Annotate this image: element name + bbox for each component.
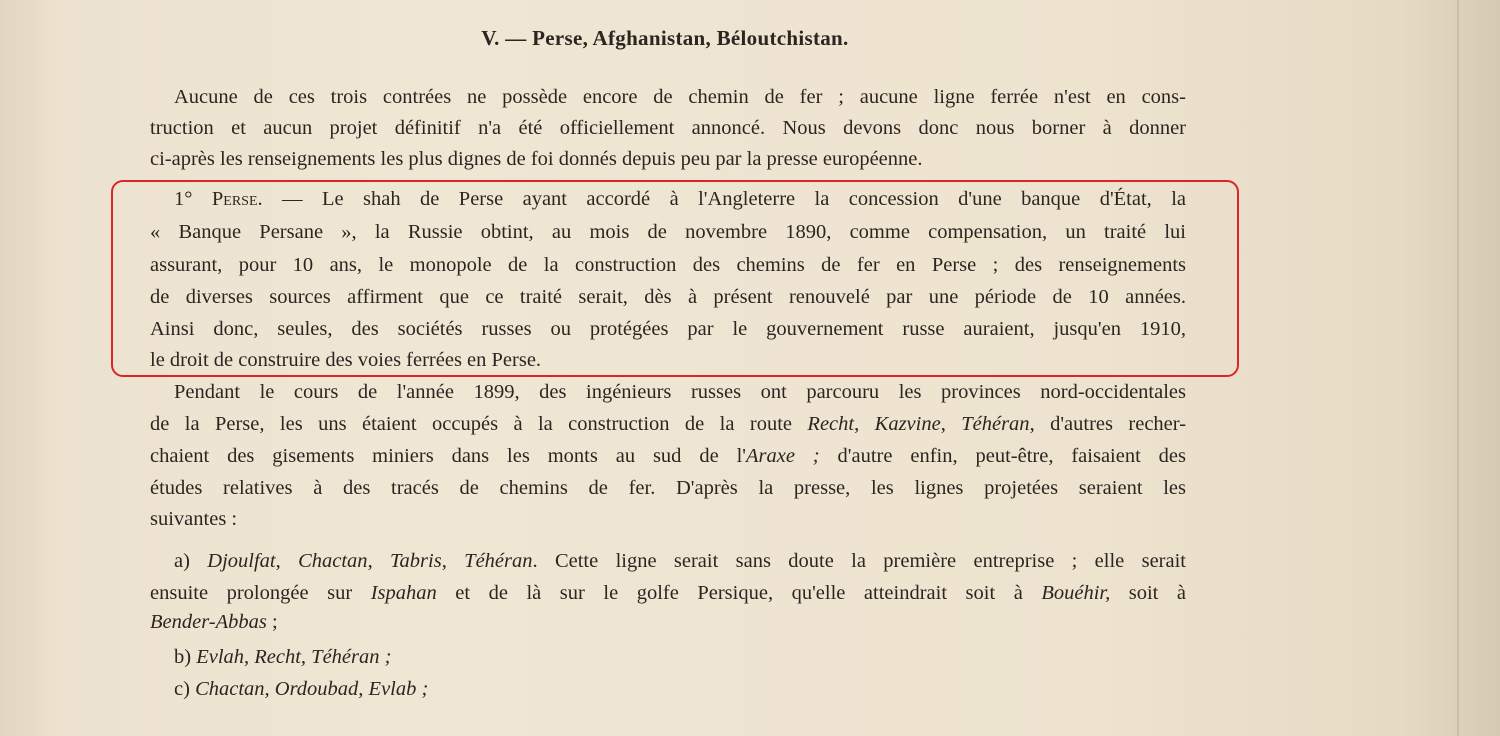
place-bender-abbas: Bender-Abbas — [150, 611, 267, 633]
place-bouehir: Bouéhir, — [1041, 582, 1111, 604]
place-teheran-a: Téhéran — [464, 550, 533, 572]
perse-line-1 — [174, 184, 1186, 214]
item-a-line-1: a) Djoulfat, Chactan, Tabris, Téhéran. Cette ligne serait sans doute la première entreprise ; elle serait — [174, 550, 1186, 572]
item-a-line-2-text-c: soit à — [1110, 582, 1187, 604]
intro-line-3: ci-après les renseignements les plus dignes de foi donnés depuis peu par la presse européenne. — [150, 148, 923, 170]
intro-line-2: truction et aucun projet définitif n'a été officiellement annoncé. Nous devons donc nous borner à donner — [150, 117, 1186, 139]
pendant-line-1: Pendant le cours de l'année 1899, des ingénieurs russes ont parcouru les provinces nord-occidentales — [174, 381, 1186, 403]
perse-line-6: le droit de construire des voies ferrées en Perse. — [150, 349, 542, 371]
place-chactan: Chactan — [298, 550, 368, 572]
pendant-line-3-text-b: d'autre enfin, peut-être, faisaient des — [819, 445, 1186, 467]
item-a-line-2-text-a: ensuite prolongée sur — [150, 582, 371, 604]
perse-line-2: « Banque Persane », la Russie obtint, au mois de novembre 1890, comme compensation, un traité lui — [150, 221, 1186, 243]
pendant-line-2-text-b: , d'autres recher- — [1029, 413, 1187, 435]
item-a-line-3-text: ; — [266, 611, 278, 633]
pendant-line-5: suivantes : — [150, 508, 238, 530]
perse-line-5: Ainsi donc, seules, des sociétés russes ou protégées par le gouvernement russe auraient, jusqu'en 1910, — [150, 318, 1186, 340]
item-a-line-3 — [150, 607, 1186, 637]
item-a-label: a) — [174, 550, 208, 572]
perse-num: 1° — [174, 188, 212, 210]
item-c-text: Chactan, Ordoubad, Evlab ; — [195, 678, 429, 700]
place-teheran: Téhéran — [961, 413, 1030, 435]
section-title: V. — Perse, Afghanistan, Béloutchistan. — [481, 26, 849, 50]
item-b — [174, 642, 1210, 672]
pendant-line-4: études relatives à des tracés de chemins de fer. D'après la presse, les lignes projetées seraient les — [150, 477, 1186, 499]
item-c — [174, 674, 1210, 704]
item-b-label: b) — [174, 646, 197, 668]
place-recht: Recht — [807, 413, 855, 435]
pendant-line-2: de la Perse, les uns étaient occupés à la construction de la route Recht, Kazvine, Téhéran, d'autres recher- — [150, 413, 1187, 435]
intro-line-1: Aucune de ces trois contrées ne possède encore de chemin de fer ; aucune ligne ferrée n'est en cons- — [174, 86, 1186, 108]
perse-heading: Perse. — [211, 188, 263, 210]
place-kazvine: Kazvine — [874, 413, 941, 435]
pendant-line-2-text-a: de la Perse, les uns étaient occupés à la construction de la route — [150, 413, 808, 435]
perse-line-3: assurant, pour 10 ans, le monopole de la construction des chemins de fer en Perse ; des renseignements — [150, 254, 1186, 276]
pendant-line-3-text-a: chaient des gisements miniers dans les monts au sud de l' — [150, 445, 746, 467]
item-a-line-2 — [150, 578, 1186, 608]
perse-line-1-text: — Le shah de Perse ayant accordé à l'Angleterre la concession d'une banque d'État, la — [262, 188, 1186, 210]
place-tabris: Tabris — [390, 550, 442, 572]
item-a-line-1-text: . Cette ligne serait sans doute la première entreprise ; elle serait — [532, 550, 1186, 572]
perse-line-4: de diverses sources affirment que ce traité serait, dès à présent renouvelé par une période de 10 années. — [150, 286, 1186, 308]
item-a-line-2-text-b: et de là sur le golfe Persique, qu'elle atteindrait soit à — [436, 582, 1042, 604]
item-c-label: c) — [174, 678, 196, 700]
item-b-text: Evlah, Recht, Téhéran ; — [196, 646, 392, 668]
page-gutter — [1457, 0, 1459, 736]
place-djoulfat: Djoulfat — [207, 550, 276, 572]
place-araxe: Araxe ; — [745, 445, 820, 467]
pendant-line-3 — [150, 441, 1186, 471]
place-ispahan: Ispahan — [370, 582, 437, 604]
